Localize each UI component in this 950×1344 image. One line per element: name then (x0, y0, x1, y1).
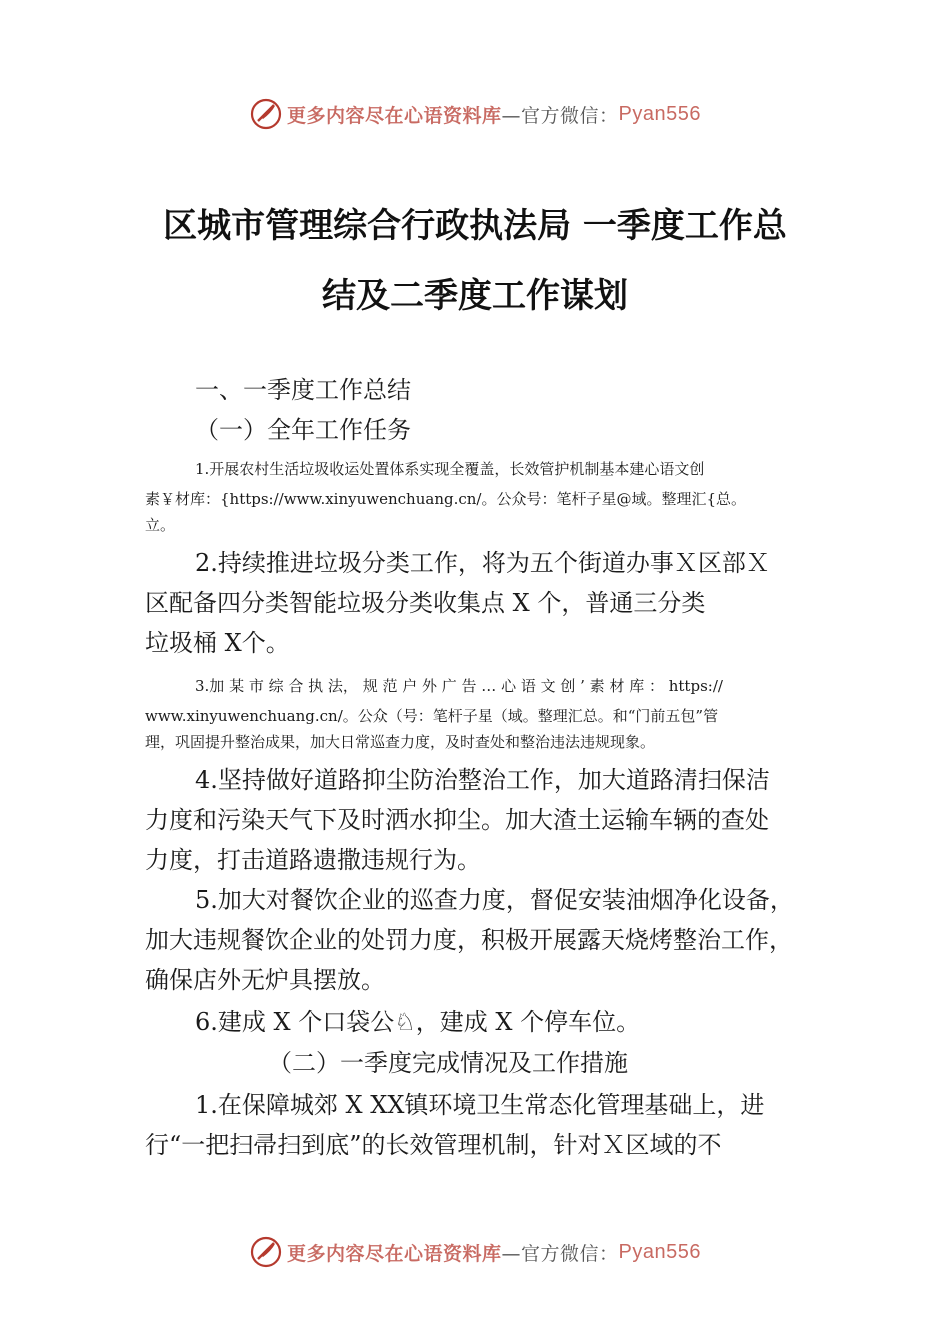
banner-wechat-id: Pyan556 (618, 1240, 701, 1263)
paragraph-item-5-line-1: 5.加大对餐饮企业的巡查力度，督促安装油烟净化设备， (195, 886, 794, 914)
section-heading-1: 一、一季度工作总结 (195, 376, 411, 404)
quill-seal-icon (249, 97, 283, 131)
subsection-heading-2: （二）一季度完成情况及工作措施 (268, 1049, 628, 1077)
paragraph-item-5-line-3: 确保店外无炉具摆放。 (145, 966, 385, 994)
banner-text-library: 更多内容尽在心语资料库 (287, 104, 502, 127)
paragraph-item-3-line-1: 3.加 某 市 综 合 执 法， 规 范 户 外 广 告 … 心 语 文 创 ’ 素 材 库 ： https:// (195, 677, 723, 695)
paragraph-item-2-line-3: 垃圾桶 X个。 (145, 629, 290, 657)
banner-text-official: —官方微信： (501, 1242, 619, 1265)
paragraph-item-5-line-2: 加大违规餐饮企业的处罚力度，积极开展露天烧烤整治工作， (145, 926, 793, 954)
document-title-line-1: 区城市管理综合行政执法局 一季度工作总 (163, 206, 787, 246)
paragraph-item-7-line-1: 1.在保障城郊 X XX镇环境卫生常态化管理基础上，进 (195, 1091, 765, 1119)
paragraph-item-3-line-3: 理，巩固提升整治成果，加大日常巡查力度，及时查处和整治违法违规现象。 (145, 733, 656, 751)
header-watermark-banner (0, 94, 950, 134)
banner-text-library: 更多内容尽在心语资料库 (287, 1242, 502, 1265)
document-title-line-2: 结及二季度工作谋划 (322, 276, 628, 316)
quill-seal-icon (249, 1235, 283, 1269)
paragraph-item-4-line-3: 力度，打击道路遗撒违规行为。 (145, 846, 481, 874)
paragraph-item-7-line-2: 行“一把扫帚扫到底”的长效管理机制，针对Ｘ区域的不 (145, 1131, 722, 1159)
paragraph-item-1-line-1: 1.开展农村生活垃圾收运处置体系实现全覆盖，长效管护机制基本建心语文创 (195, 460, 705, 478)
banner-wechat-id: Pyan556 (618, 102, 701, 125)
paragraph-item-4-line-2: 力度和污染天气下及时洒水抑尘。加大渣土运输车辆的查处 (145, 806, 769, 834)
paragraph-item-6: 6.建成 X 个口袋公♘，建成 X 个停车位。 (195, 1008, 641, 1036)
paragraph-item-4-line-1: 4.坚持做好道路抑尘防治整治工作，加大道路清扫保洁 (195, 766, 770, 794)
paragraph-item-2-line-2: 区配备四分类智能垃圾分类收集点 X 个，普通三分类 (145, 589, 706, 617)
footer-watermark-banner (0, 1232, 950, 1272)
paragraph-item-1-line-2: 素￥材库：{https://www.xinyuwenchuang.cn/。公众号：笔杆子星@域。整理汇{总。 (145, 490, 747, 508)
paragraph-item-3-line-2: www.xinyuwenchuang.cn/。公众（号：笔杆子星（域。整理汇总。和“门前五包”管 (145, 707, 719, 725)
subsection-heading-1: （一）全年工作任务 (195, 416, 411, 444)
banner-text-official: —官方微信： (501, 104, 619, 127)
paragraph-item-2-line-1: 2.持续推进垃圾分类工作，将为五个街道办事Ｘ区部Ｘ (195, 549, 770, 577)
paragraph-item-1-line-3: 立。 (145, 516, 176, 534)
